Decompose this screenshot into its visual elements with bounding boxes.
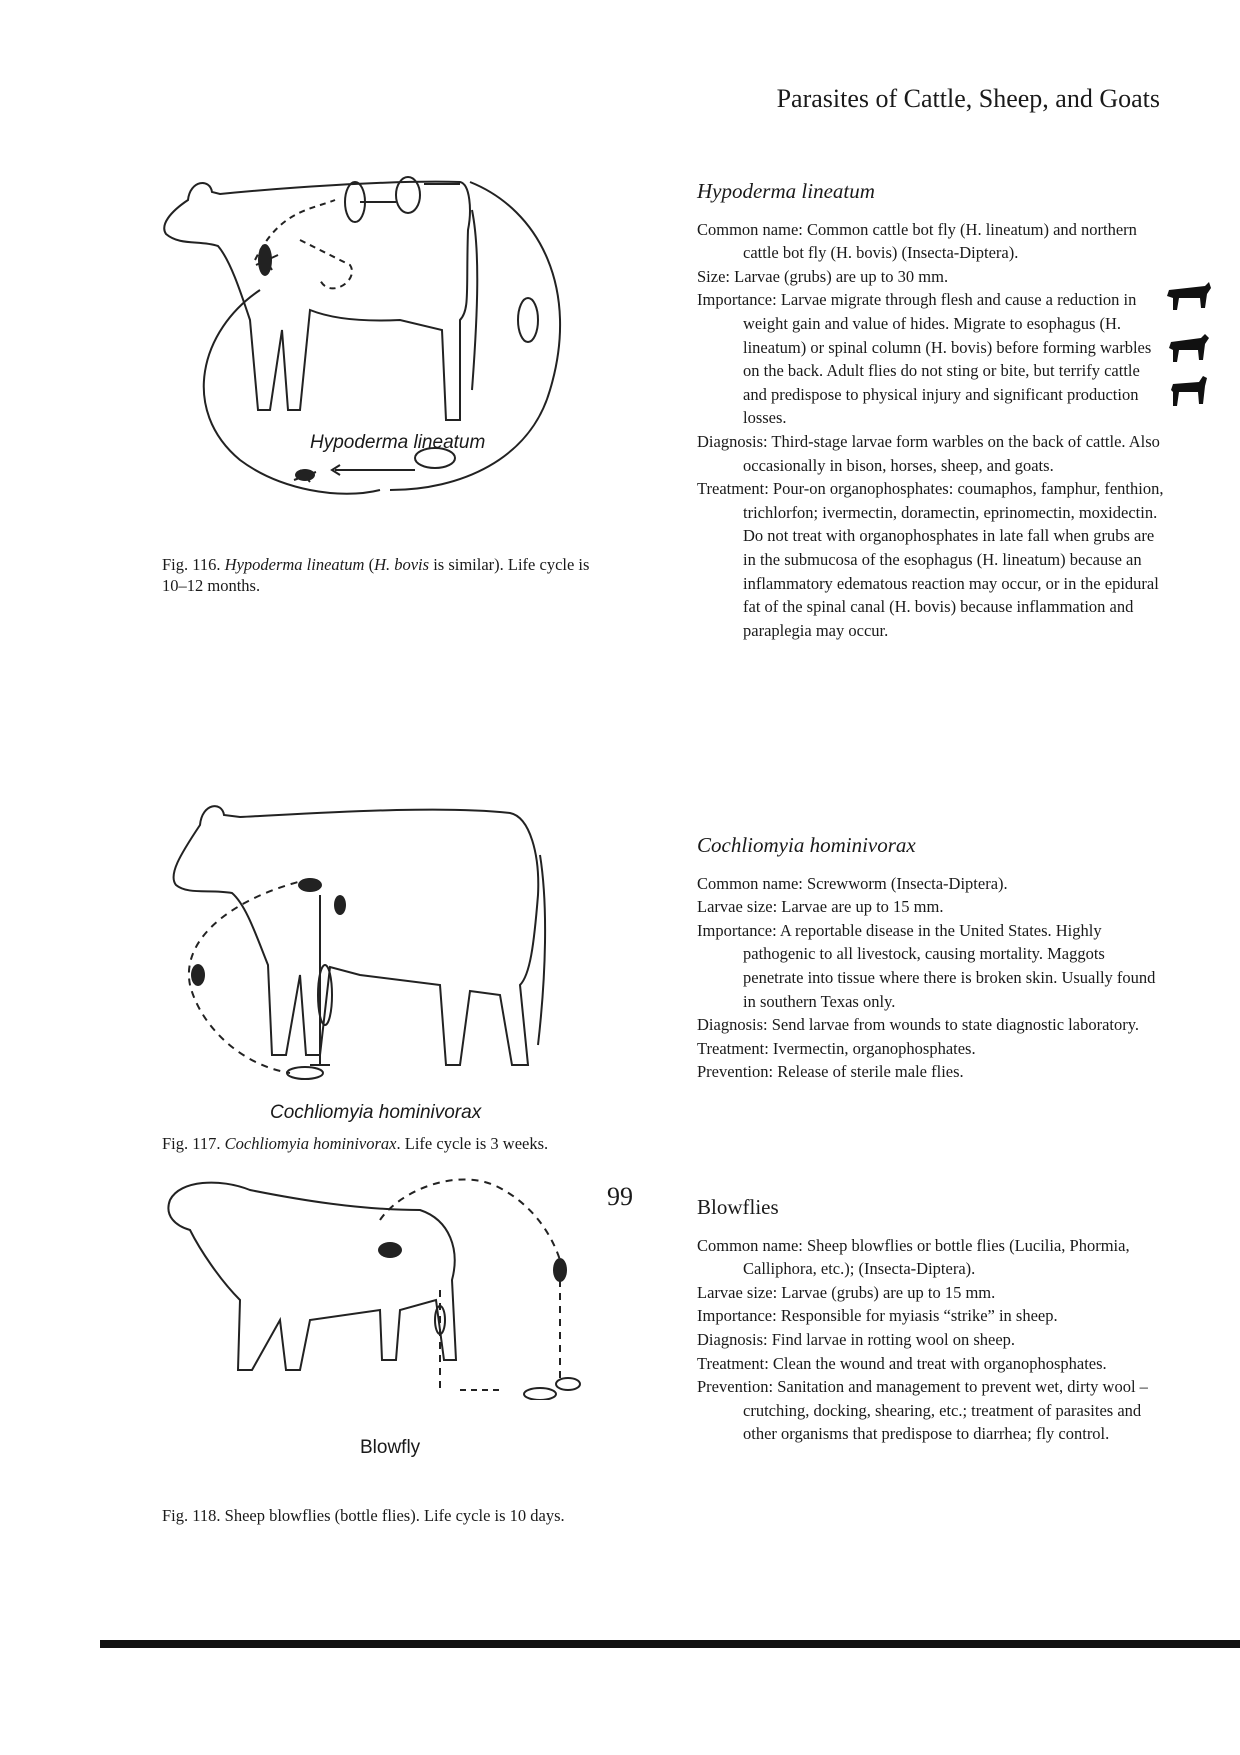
figure-label: Blowfly	[360, 1437, 421, 1458]
entry-common-name: Common name: Sheep blowflies or bottle flies (Lucilia, Phormia, Calliphora, etc.); (Insecta-Diptera).	[697, 1235, 1130, 1279]
entry-diagnosis: Diagnosis: Find larvae in rotting wool on sheep.	[697, 1329, 1016, 1349]
entry-diagnosis: Diagnosis: Send larvae from wounds to state diagnostic laboratory.	[697, 1015, 1140, 1035]
entry-larvae-size: Larvae size: Larvae (grubs) are up to 15 mm.	[697, 1282, 996, 1302]
section-hypoderma	[697, 180, 1167, 642]
scan-border-rule	[100, 1640, 1240, 1648]
figure-caption: Fig. 117. Cochliomyia hominivorax. Life cycle is 3 weeks.	[162, 1134, 549, 1153]
entry-common-name: Common name: Common cattle bot fly (H. lineatum) and northern cattle bot fly (H. bovis) (Insecta-Diptera).	[697, 219, 1137, 263]
entry-prevention: Prevention: Release of sterile male flies.	[697, 1062, 964, 1082]
running-header: Parasites of Cattle, Sheep, and Goats	[776, 84, 1160, 113]
section-title: Hypoderma lineatum	[697, 179, 875, 203]
entry-treatment: Treatment: Clean the wound and treat with organophosphates.	[697, 1353, 1107, 1373]
entry-larvae-size: Larvae size: Larvae are up to 15 mm.	[697, 897, 944, 917]
figure-caption: Fig. 118. Sheep blowflies (bottle flies). Life cycle is 10 days.	[162, 1506, 565, 1525]
entry-treatment: Treatment: Pour-on organophosphates: coumaphos, famphur, fenthion, trichlorfon; ivermectin, doramectin, eprinomectin, moxidectin. Do not treat with organophosphates in late fall when grubs are in the submucosa of the esophagus (H. lineatum) because an inflammatory edematous reaction may occur, or in the epidural fat of the spinal canal (H. bovis) because inflammation and paraplegia may occur.	[697, 479, 1164, 640]
entry-size: Size: Larvae (grubs) are up to 30 mm.	[697, 266, 949, 286]
entry-treatment: Treatment: Ivermectin, organophosphates.	[697, 1038, 976, 1058]
entry-importance: Importance: Larvae migrate through flesh and cause a reduction in weight gain and value of hides. Migrate to esophagus (H. lineatum) or spinal column (H. bovis) before forming warbles on the back. Adult flies do not sting or bite, but terrify cattle and predispose to physical injury and significant production losses.	[697, 290, 1152, 428]
figure-label: Hypoderma lineatum	[310, 432, 486, 453]
section-title: Cochliomyia hominivorax	[697, 833, 916, 857]
entry-importance: Importance: A reportable disease in the United States. Highly pathogenic to all livestock, causing mortality. Maggots penetrate into tissue where there is broken skin. Usually found in southern Texas only.	[697, 920, 1156, 1011]
entry-common-name: Common name: Screwworm (Insecta-Diptera).	[697, 873, 1008, 893]
figure-caption: Fig. 116. Hypoderma lineatum (H. bovis is similar). Life cycle is 10–12 months.	[162, 555, 590, 595]
entry-prevention: Prevention: Sanitation and management to prevent wet, dirty wool – crutching, docking, shearing, etc.; treatment of parasites and other organisms that predispose to diarrhea; fly control.	[697, 1377, 1148, 1444]
page-number: 99	[607, 1182, 633, 1211]
figure-label: Cochliomyia hominivorax	[270, 1102, 482, 1123]
section-title: Blowflies	[697, 1195, 779, 1219]
figure-screwworm-lifecycle	[160, 795, 600, 1123]
figure-hypoderma-lifecycle	[160, 170, 580, 550]
screwworm-lifecycle-drawing	[160, 795, 600, 1115]
section-blowflies	[697, 1196, 1167, 1446]
section-cochliomyia	[697, 834, 1167, 1084]
entry-importance: Importance: Responsible for myiasis “strike” in sheep.	[697, 1306, 1058, 1326]
entry-diagnosis: Diagnosis: Third-stage larvae form warbles on the back of cattle. Also occasionally in bison, horses, sheep, and goats.	[697, 431, 1160, 475]
hypoderma-lifecycle-drawing	[160, 170, 580, 550]
livestock-thumb-icon	[1165, 280, 1213, 430]
